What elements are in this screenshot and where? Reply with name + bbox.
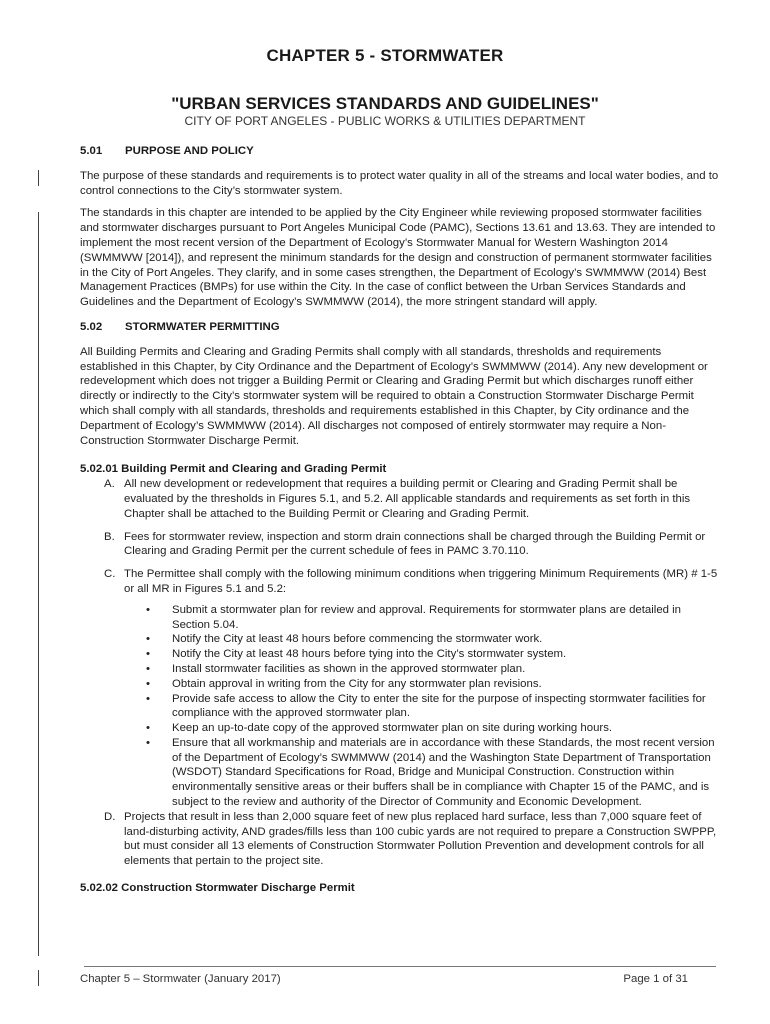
- list-item-a: [80, 477, 720, 521]
- list-item: [144, 603, 720, 633]
- chapter-title: CHAPTER 5 - STORMWATER: [266, 46, 504, 65]
- list-item: [144, 662, 720, 677]
- bullet-icon: •: [146, 736, 150, 749]
- list-label: D.: [104, 810, 116, 823]
- bullet-icon: •: [146, 633, 150, 646]
- list-item-b: [80, 530, 720, 560]
- bullet-text: Notify the City at least 48 hours before tying into the City’s stormwater system.: [172, 648, 567, 661]
- department-name: CITY OF PORT ANGELES - PUBLIC WORKS & UTILITIES DEPARTMENT: [184, 114, 586, 128]
- document-subtitle: "URBAN SERVICES STANDARDS AND GUIDELINES": [171, 94, 599, 113]
- subsection-heading-5-02-02: 5.02.02 Construction Stormwater Discharge Permit: [80, 882, 355, 895]
- list-item-d: [80, 810, 720, 869]
- footer-chapter-info: Chapter 5 – Stormwater (January 2017): [80, 973, 281, 985]
- bullet-icon: •: [146, 662, 150, 675]
- section-number: 5.02: [80, 320, 103, 333]
- list-item: [144, 632, 720, 647]
- list-text: Fees for stormwater review, inspection and storm drain connections shall be charged through the Building Permit or Clearing and Grading Permit per the current schedule of fees in PAMC 3.70.110.: [124, 530, 706, 558]
- footer-page-number: Page 1 of 31: [623, 973, 688, 985]
- bullet-text: Install stormwater facilities as shown in the approved stormwater plan.: [172, 662, 526, 675]
- change-bar: [38, 212, 39, 956]
- list-text: The Permittee shall comply with the following minimum conditions when triggering Minimum Requirements (MR) # 1-5 or all MR in Figures 5.1 and 5.2:: [124, 568, 718, 595]
- bullet-text: Ensure that all workmanship and materials are in accordance with these Standards, the most recent version of the Department of Ecology’s SWMMWW (2014) and the Washington State Department of Transportation (WSDOT) Standard Specifications for Road, Bridge and Municipal Construction. Construction within environmentally sensitive areas or their buffers shall be in compliance with Chapter 15 of the PAMC, and is subject to the review and authority of the Director of Community and Economic Development.: [172, 736, 715, 809]
- bullet-icon: •: [146, 603, 150, 616]
- subsection-heading-5-02-01: 5.02.01 Building Permit and Clearing and Grading Permit: [80, 463, 387, 476]
- bullet-text: Keep an up-to-date copy of the approved stormwater plan on site during working hours.: [172, 722, 613, 735]
- list-item: [144, 736, 720, 810]
- list-label: B.: [104, 530, 115, 543]
- list-item: [144, 677, 720, 692]
- bullet-text: Notify the City at least 48 hours before commencing the stormwater work.: [172, 633, 543, 646]
- list-text-block: [124, 567, 720, 810]
- bullet-icon: •: [146, 692, 150, 705]
- list-item: [144, 692, 720, 722]
- list-item-c: [80, 567, 720, 810]
- section-heading-5-01: [80, 144, 720, 159]
- bullet-text: Obtain approval in writing from the City for any stormwater plan revisions.: [172, 677, 542, 690]
- change-bar: [38, 970, 39, 986]
- list-label: A.: [104, 478, 115, 491]
- section-title: STORMWATER PERMITTING: [125, 320, 280, 333]
- list-label: C.: [104, 568, 116, 581]
- list-item: [144, 721, 720, 736]
- bullet-icon: •: [146, 677, 150, 690]
- list-text: All new development or redevelopment that requires a building permit or Clearing and Grading Permit shall be evaluated by the thresholds in Figures 5.1, and 5.2. All applicable standards and requirements as set forth in this Chapter shall be attached to the Building Permit or Clearing and Grading Permit.: [124, 478, 691, 520]
- section-heading-5-02: [80, 320, 720, 335]
- paragraph: The purpose of these standards and requirements is to protect water quality in all of the streams and local water bodies, and to control connections to the City’s stormwater system.: [80, 169, 719, 197]
- change-bar: [38, 170, 39, 186]
- list-text: Projects that result in less than 2,000 square feet of new plus replaced hard surface, less than 7,000 square feet of land-disturbing activity, AND grades/fills less than 100 cubic yards are not required to prepare a Construction SWPPP, but must consider all 13 elements of Construction Stormwater Pollution Prevention and development controls for all elements that pertain to the project site.: [124, 810, 717, 868]
- section-number: 5.01: [80, 145, 103, 157]
- paragraph: The standards in this chapter are intended to be applied by the City Engineer while reviewing proposed stormwater facilities and stormwater discharges pursuant to Port Angeles Municipal Code (PAMC), Sections 13.61 and 13.63. They are intended to implement the most recent version of the Department of Ecology’s Stormwater Manual for Western Washington 2014 (SWMMWW [2014]), and represent the minimum standards for the design and construction of permanent stormwater facilities in the City of Port Angeles. They clarify, and in some cases strengthen, the Department of Ecology’s SWMMWW (2014) Best Management Practices (BMPs) for use within the City. In the case of conflict between the Urban Services Standards and Guidelines and the Department of Ecology’s SWMMWW (2014), the more stringent standard will apply.: [80, 207, 716, 309]
- section-title: PURPOSE AND POLICY: [125, 145, 254, 157]
- document-body: [80, 144, 720, 896]
- paragraph: All Building Permits and Clearing and Grading Permits shall comply with all standards, thresholds and requirements established in this Chapter, by City Ordinance and the Department of Ecology’s SWMMWW (2014). Any new development or redevelopment which does not trigger a Building Permit or Clearing and Grading Permit but which discharges runoff either directly or indirectly to the City’s stormwater system will be required to obtain a Construction Stormwater Discharge Permit which shall comply with all standards, thresholds and requirements established in this Chapter, by City ordinance and the Department of Ecology’s SWMMWW (2014). All discharges not composed of entirely stormwater may require a Non-Construction Stormwater Discharge Permit.: [80, 345, 708, 447]
- bullet-icon: •: [146, 648, 150, 661]
- footer-divider: [84, 966, 716, 967]
- bullet-text: Provide safe access to allow the City to enter the site for the purpose of inspecting stormwater facilities for compliance with the approved stormwater plan.: [172, 692, 706, 720]
- bullet-text: Submit a stormwater plan for review and approval. Requirements for stormwater plans are detailed in Section 5.04.: [172, 603, 682, 631]
- bullet-list: [144, 603, 720, 810]
- bullet-icon: •: [146, 722, 150, 735]
- list-item: [144, 647, 720, 662]
